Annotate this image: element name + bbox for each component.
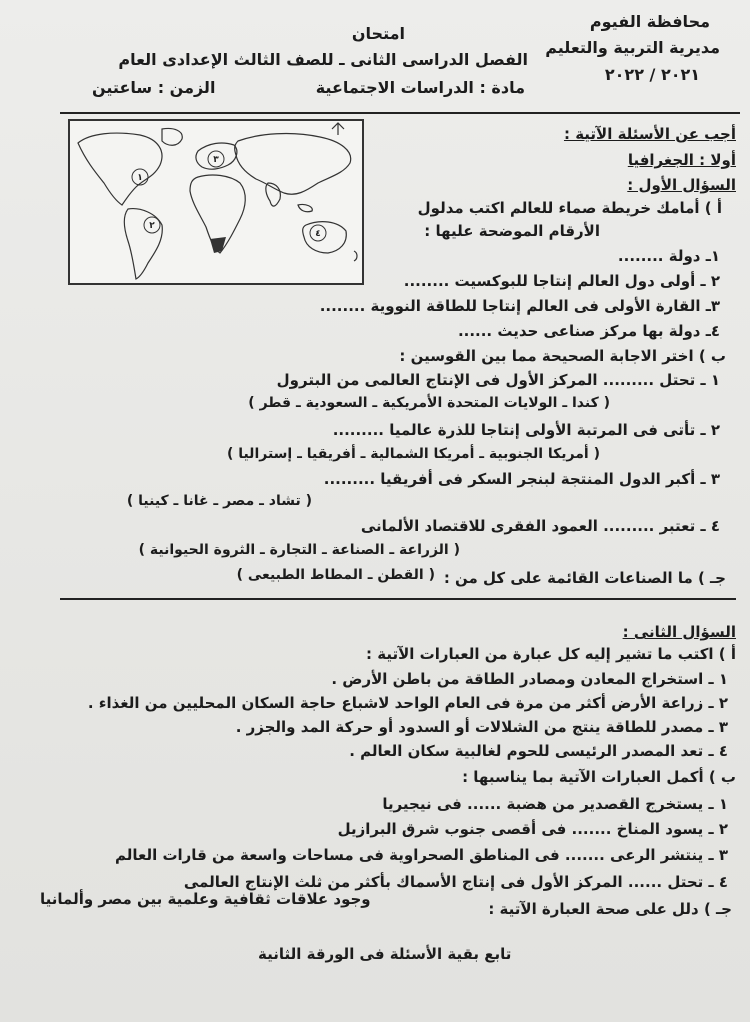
footer-note: تابع بقية الأسئلة فى الورقة الثانية [258, 945, 512, 963]
term-info: الفصل الدراسى الثانى ـ للصف الثالث الإعدادى العام [118, 50, 528, 69]
q1c-options: ( القطن ـ المطاط الطبيعى ) [236, 567, 435, 583]
q2c-heading: جـ ) دلل على صحة العبارة الآتية : [488, 900, 732, 918]
q2b-item-1: ١ ـ يستخرج القصدير من هضبة ...... فى نيجيريا [382, 795, 728, 813]
q1a-item-2: ٢ ـ أولى دول العالم إنتاجا للبوكسيت ........ [403, 272, 720, 290]
question-2-title: السؤال الثانى : [622, 623, 736, 641]
q1a-item-1: ١ـ دولة ........ [617, 247, 720, 265]
q1b-item-4: ٤ ـ تعتبر ......... العمود الفقرى للاقتصاد الألمانى [360, 517, 720, 535]
map-label-3: ٣ [213, 155, 219, 165]
section-geography: أولا : الجغرافيا [627, 151, 736, 169]
q2a-item-1: ١ ـ استخراج المعادن ومصادر الطاقة من باطن الأرض . [331, 670, 728, 688]
map-label-4: ٤ [315, 229, 321, 239]
q2b-item-4: ٤ ـ تحتل ...... المركز الأول فى إنتاج الأسماك بأكثر من ثلث الإنتاج العالمى [183, 873, 728, 891]
q2a-item-2: ٢ ـ زراعة الأرض أكثر من مرة فى العام الواحد لاشباع حاجة السكان المحليين من الغذاء . [87, 694, 728, 712]
q1a-item-3: ٣ـ القارة الأولى فى العالم إنتاجا للطاقة النووية ........ [319, 297, 720, 315]
q1a-heading-line1: أ ) أمامك خريطة صماء للعالم اكتب مدلول [417, 199, 722, 217]
directorate: مديرية التربية والتعليم [545, 38, 720, 57]
q2a-heading: أ ) اكتب ما تشير إليه كل عبارة من العبارات الآتية : [366, 645, 736, 663]
q1b-item-1: ١ ـ تحتل ......... المركز الأول فى الإنتاج العالمى من البترول [276, 371, 720, 389]
q1b-heading: ب ) اختر الاجابة الصحيحة مما بين القوسين : [399, 347, 726, 365]
q2b-item-2: ٢ ـ يسود المناخ ....... فى أقصى جنوب شرق البرازيل [337, 820, 728, 838]
q1a-item-4: ٤ـ دولة بها مركز صناعى حديث ...... [457, 322, 720, 340]
q1a-heading-line2: الأرقام الموضحة عليها : [424, 222, 600, 240]
world-map-drawing [70, 121, 362, 283]
section-divider [60, 598, 736, 600]
exam-time: الزمن : ساعتين [92, 78, 216, 97]
q2b-item-3: ٣ ـ ينتشر الرعى ....... فى المناطق الصحراوية فى مساحات واسعة من قارات العالم [114, 846, 728, 864]
map-label-1: ١ [137, 173, 143, 183]
q1b-item-1-options: ( كندا ـ الولايات المتحدة الأمريكية ـ السعودية ـ قطر ) [248, 395, 610, 411]
q1b-item-2-options: ( أمريكا الجنوبية ـ أمريكا الشمالية ـ أفريقيا ـ إستراليا ) [226, 446, 600, 462]
q2b-heading: ب ) أكمل العبارات الآتية بما يناسبها : [462, 768, 736, 786]
exam-label: امتحان [351, 24, 405, 43]
q1c-question: جـ ) ما الصناعات القائمة على كل من : [443, 569, 726, 587]
header-divider [60, 112, 740, 114]
q2c-statement: وجود علاقات ثقافية وعلمية بين مصر وألمانيا [40, 890, 371, 908]
subject: مادة : الدراسات الاجتماعية [315, 78, 525, 97]
answer-instruction: أجب عن الأسئلة الآتية : [563, 125, 736, 143]
q1b-item-2: ٢ ـ تأتى فى المرتبة الأولى إنتاجا للذرة عالميا ......... [332, 421, 720, 439]
q2a-item-4: ٤ ـ تعد المصدر الرئيسى للحوم لغالبية سكان العالم . [349, 742, 728, 760]
q1b-item-3: ٣ ـ أكبر الدول المنتجة لبنجر السكر فى أفريقيا ......... [323, 470, 720, 488]
governorate: محافظة الفيوم [589, 12, 710, 31]
map-label-2: ٢ [149, 221, 155, 231]
q1b-item-3-options: ( تشاد ـ مصر ـ غانا ـ كينيا ) [126, 493, 312, 509]
q2a-item-3: ٣ ـ مصدر للطاقة ينتج من الشلالات أو السدود أو حركة المد والجزر . [235, 718, 728, 736]
blank-world-map [68, 119, 364, 285]
question-1-title: السؤال الأول : [627, 176, 736, 194]
q1b-item-4-options: ( الزراعة ـ الصناعة ـ التجارة ـ الثروة الحيوانية ) [138, 542, 460, 558]
school-year: ٢٠٢١ / ٢٠٢٢ [604, 65, 700, 84]
